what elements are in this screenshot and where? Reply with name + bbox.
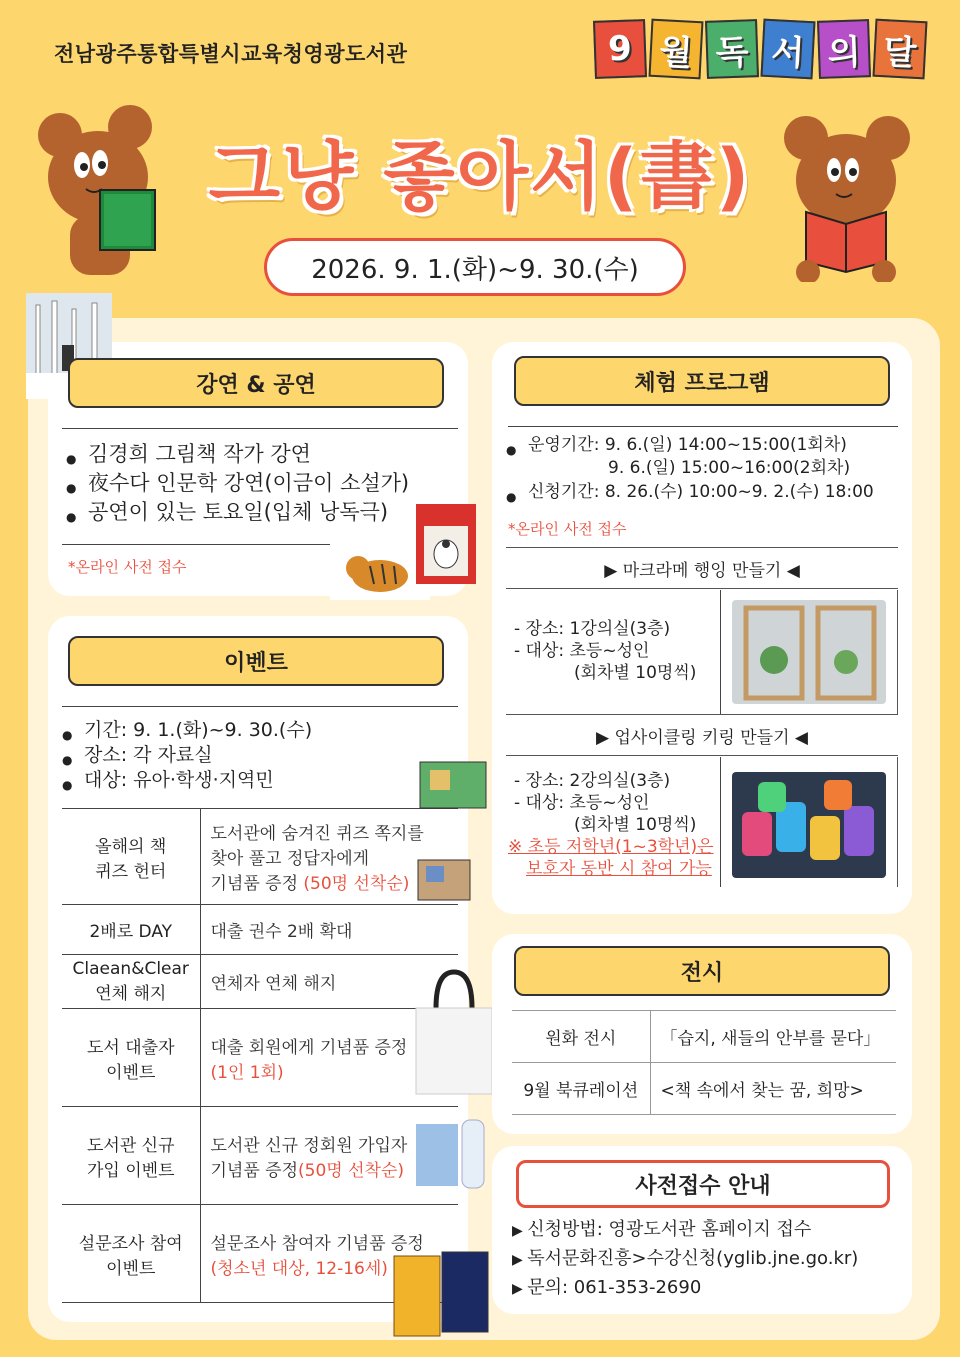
- macrame-place: - 장소: 1강의실(3층): [514, 619, 671, 639]
- event-name: 도서관 신규 가입 이벤트: [62, 1107, 200, 1205]
- event-highlight: (1인 1회): [210, 1062, 284, 1083]
- divider: [62, 706, 458, 707]
- program-macrame-title: ▶ 마크라메 행잉 만들기 ◀: [506, 547, 898, 589]
- exhibit-heading: 전시: [514, 946, 890, 996]
- exhibit-name: 9월 북큐레이션: [512, 1063, 650, 1115]
- table-row: [62, 809, 458, 905]
- table-row: [62, 905, 458, 955]
- program-keyring-title: ▶ 업사이클링 키링 만들기 ◀: [506, 714, 898, 756]
- event-date: 2026. 9. 1.(화)~9. 30.(수): [264, 238, 686, 296]
- month-tile: 달: [873, 19, 928, 80]
- list-item: ● 운영기간: 9. 6.(일) 14:00~15:00(1회차): [506, 434, 847, 457]
- dog-book-cover: [416, 504, 476, 584]
- divider: [62, 428, 458, 429]
- notebook-gift-icon: [412, 1118, 490, 1192]
- keyring-place: - 장소: 2강의실(3층): [514, 771, 671, 791]
- event-highlight: (청소년 대상, 12-16세): [210, 1258, 388, 1279]
- event-desc: 연체자 연체 해지: [200, 955, 458, 1009]
- event-table: [62, 808, 458, 1303]
- bear-with-book-icon: [30, 105, 170, 285]
- program-info: [506, 434, 847, 457]
- online-note: *온라인 사전 접수: [68, 558, 187, 576]
- divider: [62, 544, 332, 545]
- table-row: [512, 1063, 896, 1115]
- tiger-book-illustration: [330, 530, 430, 600]
- registration-heading: 사전접수 안내: [516, 1160, 890, 1208]
- list-item: ▶ 신청방법: 영광도서관 홈페이지 접수: [512, 1216, 858, 1245]
- list-item: ● 장소: 각 자료실: [62, 743, 312, 768]
- event-name: 도서 대출자 이벤트: [62, 1009, 200, 1107]
- table-row: [512, 1011, 896, 1063]
- keyring-photo: [732, 772, 886, 878]
- event-heading: 이벤트: [68, 636, 444, 686]
- event-desc: 대출 회원에게 기념품 증정 (1인 1회): [200, 1009, 458, 1107]
- event-desc: 대출 권수 2배 확대: [200, 905, 458, 955]
- exhibit-desc: <책 속에서 찾는 꿈, 희망>: [650, 1063, 896, 1115]
- event-name: 2배로 DAY: [62, 905, 200, 955]
- period-line2: 9. 6.(일) 15:00~16:00(2회차): [608, 458, 851, 478]
- lecture-list: [66, 440, 409, 527]
- month-tile: 의: [817, 19, 871, 79]
- table-row: [62, 1107, 458, 1205]
- main-title: 그냥 좋아서(書): [208, 134, 752, 220]
- keyring-warning: ※ 초등 저학년(1~3학년)은: [508, 837, 714, 857]
- month-tiles: [594, 20, 926, 78]
- list-item: ▶ 독서문화진흥>수강신청(yglib.jne.go.kr): [512, 1245, 858, 1274]
- event-desc: 설문조사 참여자 기념품 증정 (청소년 대상, 12-16세): [200, 1205, 458, 1303]
- divider: [720, 757, 721, 887]
- macrame-photo: [732, 600, 886, 704]
- list-item: ● 대상: 유아·학생·지역민: [62, 768, 312, 793]
- event-name: Claean&Clear 연체 해지: [62, 955, 200, 1009]
- month-tile: 서: [761, 19, 816, 80]
- list-item: ● 신청기간: 8. 26.(수) 10:00~9. 2.(수) 18:00: [506, 481, 874, 504]
- month-tile: 9: [593, 19, 647, 79]
- divider: [720, 590, 721, 714]
- macrame-target: - 대상: 초등~성인: [514, 641, 650, 661]
- divider: [508, 426, 898, 427]
- event-desc: 도서관 신규 정회원 가입자 기념품 증정(50명 선착순): [200, 1107, 458, 1205]
- month-tile: 독: [705, 19, 759, 79]
- event-name: 설문조사 참여 이벤트: [62, 1205, 200, 1303]
- event-desc: 도서관에 숨겨진 퀴즈 쪽지를 찾아 풀고 정답자에게 기념품 증정 (50명 선착순): [200, 809, 458, 905]
- list-item: ● 夜수다 인문학 강연(이금이 소설가): [66, 469, 409, 498]
- program-online-note: *온라인 사전 접수: [508, 520, 627, 538]
- keyring-count: (회차별 10명씩): [574, 815, 697, 835]
- popup-book-illustration: [414, 850, 474, 906]
- organization-name: 전남광주통합특별시교육청영광도서관: [54, 42, 408, 66]
- list-item: ● 김경희 그림책 작가 강연: [66, 440, 409, 469]
- event-highlight: (50명 선착순): [303, 874, 410, 894]
- list-item: ▶ 문의: 061-353-2690: [512, 1274, 858, 1303]
- table-row: [62, 955, 458, 1009]
- program-heading: 체험 프로그램: [514, 356, 890, 406]
- list-item: ● 기간: 9. 1.(화)~9. 30.(수): [62, 718, 312, 743]
- event-name: 올해의 책 퀴즈 헌터: [62, 809, 200, 905]
- keyring-warning: 보호자 동반 시 참여 가능: [526, 859, 712, 879]
- exhibit-table: [512, 1010, 896, 1115]
- exhibit-desc: 「습지, 새들의 안부를 묻다」: [650, 1011, 896, 1063]
- event-highlight: (50명 선착순): [298, 1160, 405, 1181]
- card-deck-icon: [390, 1250, 494, 1338]
- tote-bag-icon: [412, 968, 496, 1096]
- exhibit-name: 원화 전시: [512, 1011, 650, 1063]
- popup-book-illustration: [416, 752, 490, 818]
- bear-reading-icon: [778, 112, 918, 282]
- list-item: ● 공연이 있는 토요일(입체 낭독극): [66, 498, 409, 527]
- month-tile: 월: [649, 19, 704, 80]
- event-info-list: [62, 718, 312, 793]
- table-row: [62, 1009, 458, 1107]
- macrame-count: (회차별 10명씩): [574, 663, 697, 683]
- lecture-heading: 강연 & 공연: [68, 358, 444, 408]
- program-apply: [506, 481, 874, 504]
- keyring-target: - 대상: 초등~성인: [514, 793, 650, 813]
- registration-list: [512, 1216, 858, 1303]
